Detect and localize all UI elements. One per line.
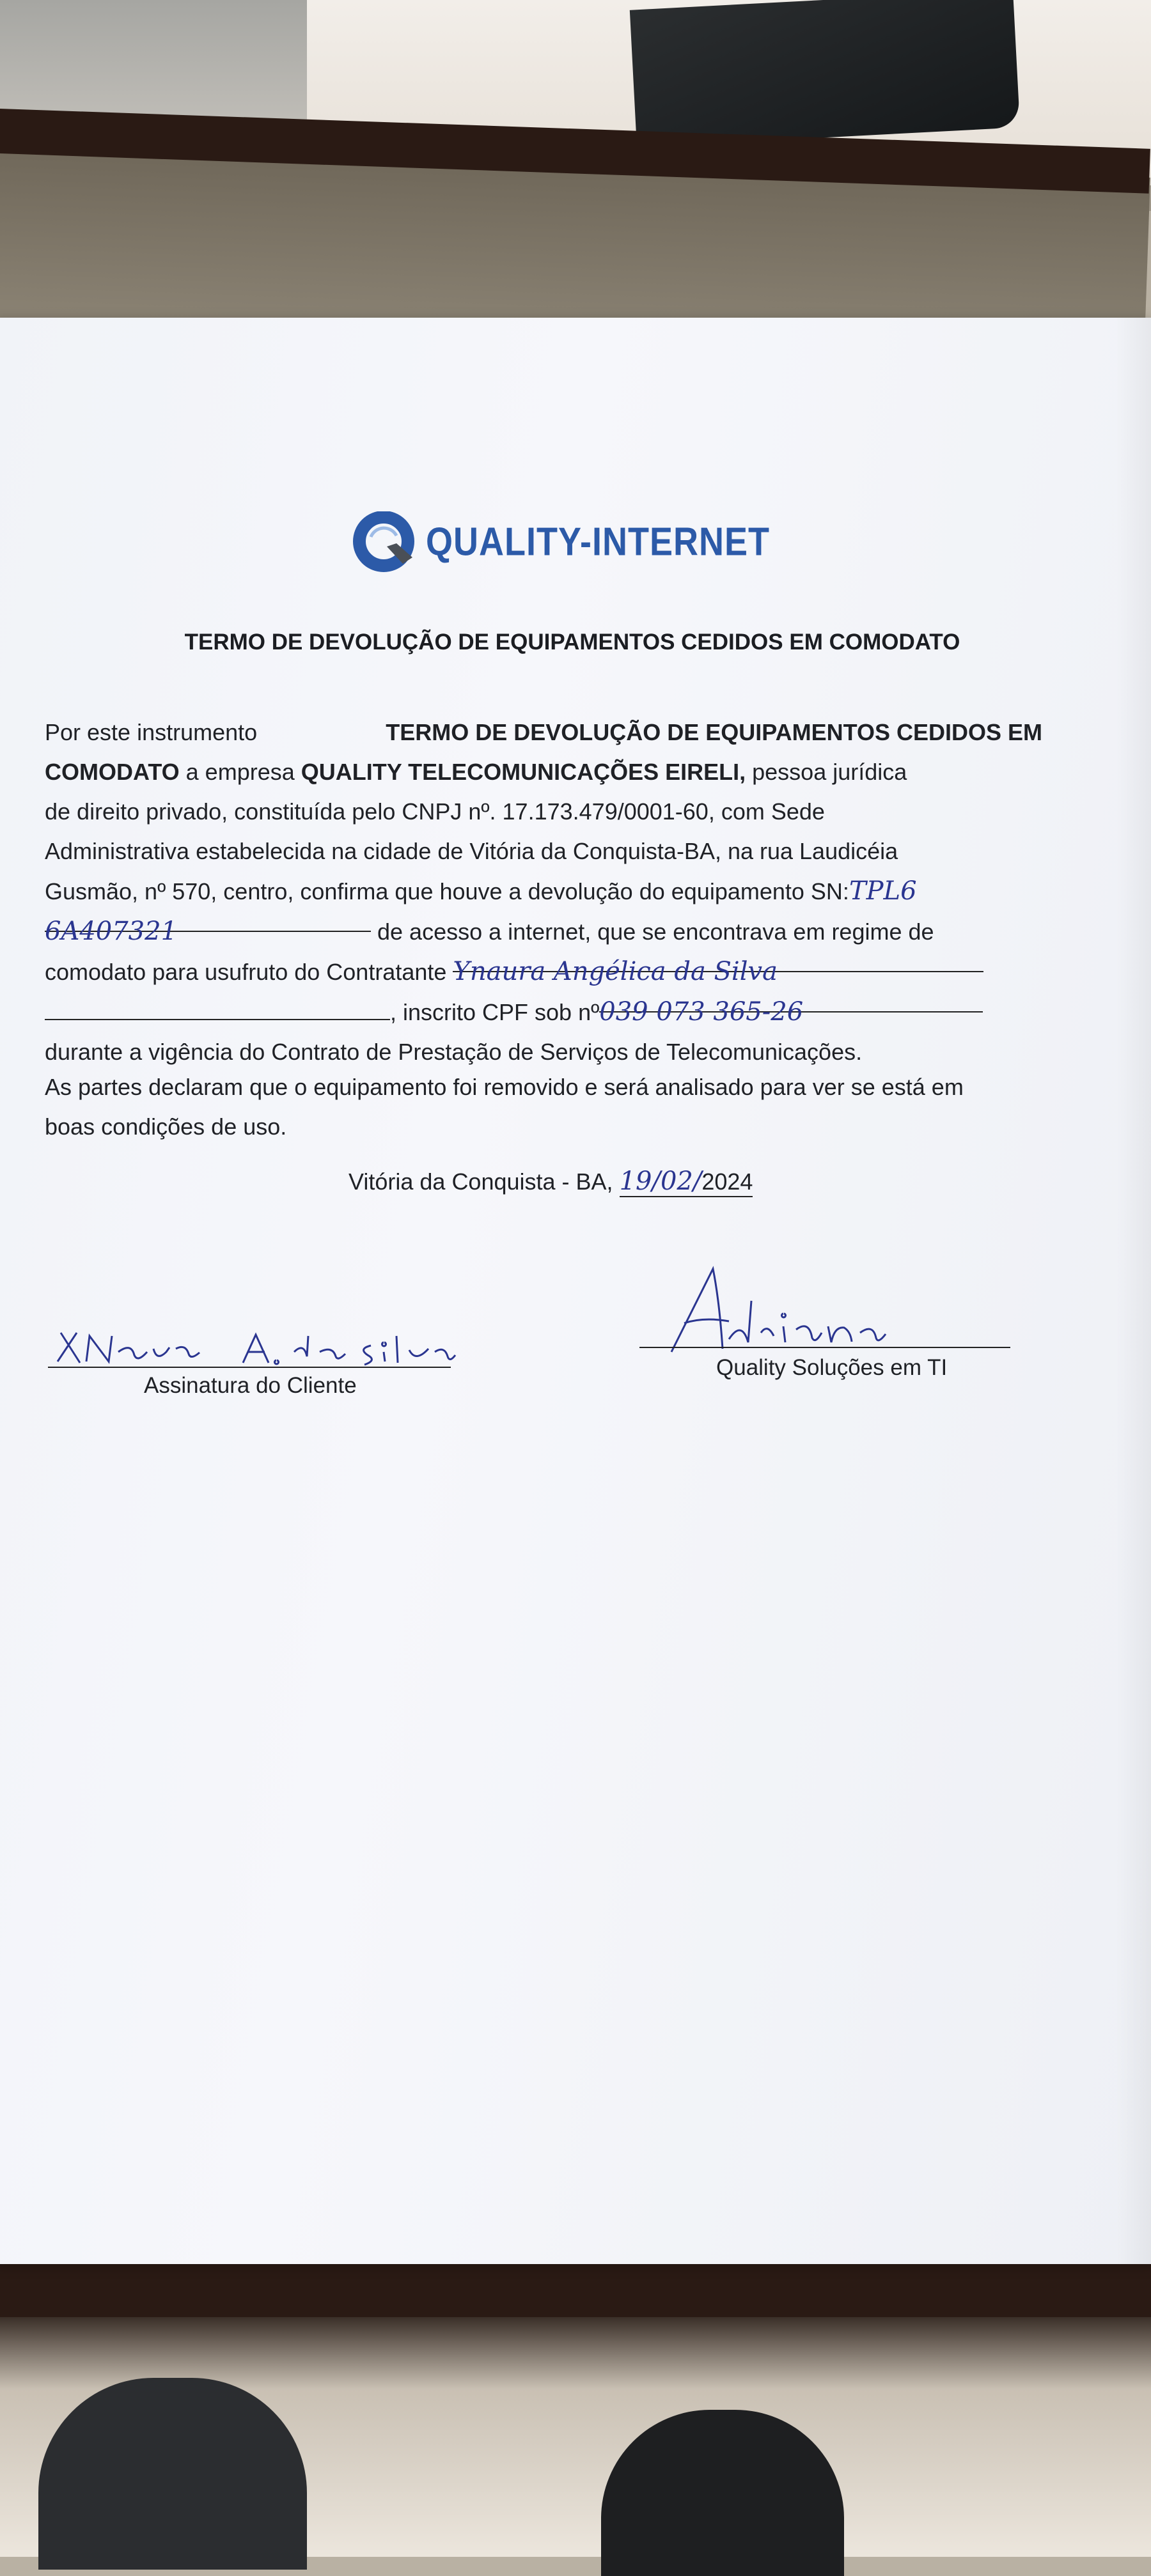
client-signature-line [48, 1367, 451, 1368]
paragraph-main [45, 713, 1042, 1072]
place-text: Vitória da Conquista - BA, [348, 1168, 620, 1195]
company-signature-line [639, 1347, 1010, 1348]
p1-line-2: COMODATO a empresa QUALITY TELECOMUNICAÇÕES EIRELI, pessoa jurídica [45, 759, 907, 785]
p1-line-8: , inscrito CPF sob nº039 073 365-26 [45, 992, 1042, 1032]
company-signature-label: Quality Soluções em TI [716, 1355, 948, 1380]
document-sheet [0, 318, 1151, 2264]
shoe-left [38, 2378, 307, 2570]
p1-line-5: Gusmão, nº 570, centro, confirma que houve a devolução do equipamento SN:TPL6 [45, 876, 917, 906]
p2-line-2: boas condições de uso. [45, 1113, 287, 1140]
paper-shadow [1116, 318, 1151, 2264]
logo-q-icon [352, 511, 422, 572]
p1-line-1: Por este instrumento TERMO DE DEVOLUÇÃO DE EQUIPAMENTOS CEDIDOS EM [45, 719, 1042, 745]
handwritten-client-name: Ynaura Angélica da Silva [453, 957, 778, 986]
handwritten-cpf: 039 073 365-26 [599, 997, 804, 1027]
folder-border-bottom [0, 2260, 1151, 2317]
p1-line-3: de direito privado, constituída pelo CNPJ nº. 17.173.479/0001-60, com Sede [45, 798, 825, 825]
p2-line-1: As partes declaram que o equipamento foi removido e será analisado para ver se está em [45, 1074, 964, 1100]
p1-line-6: 6A407321 de acesso a internet, que se encontrava em regime de [45, 912, 1042, 952]
company-signature [659, 1262, 902, 1358]
handwritten-serial-1: TPL6 [849, 876, 917, 906]
company-logo [352, 511, 770, 572]
logo-text: QUALITY-INTERNET [426, 520, 770, 564]
p1-line-7: comodato para usufruto do Contratante Ynaura Angélica da Silva [45, 952, 1042, 992]
place-and-date [348, 1167, 753, 1197]
client-signature-label: Assinatura do Cliente [144, 1373, 357, 1398]
document-title: TERMO DE DEVOLUÇÃO DE EQUIPAMENTOS CEDIDOS EM COMODATO [184, 630, 960, 655]
p1-line-4: Administrativa estabelecida na cidade de Vitória da Conquista-BA, na rua Laudicéia [45, 838, 898, 864]
handwritten-date: 19/02/ [619, 1167, 702, 1196]
paragraph-declaration [45, 1067, 1042, 1147]
date-year: 2024 [701, 1168, 753, 1195]
background-bag [630, 0, 1020, 148]
p1-line-9: durante a vigência do Contrato de Prestação de Serviços de Telecomunicações. [45, 1039, 863, 1065]
client-signature [51, 1317, 460, 1374]
handwritten-serial-2: 6A407321 [45, 917, 178, 946]
